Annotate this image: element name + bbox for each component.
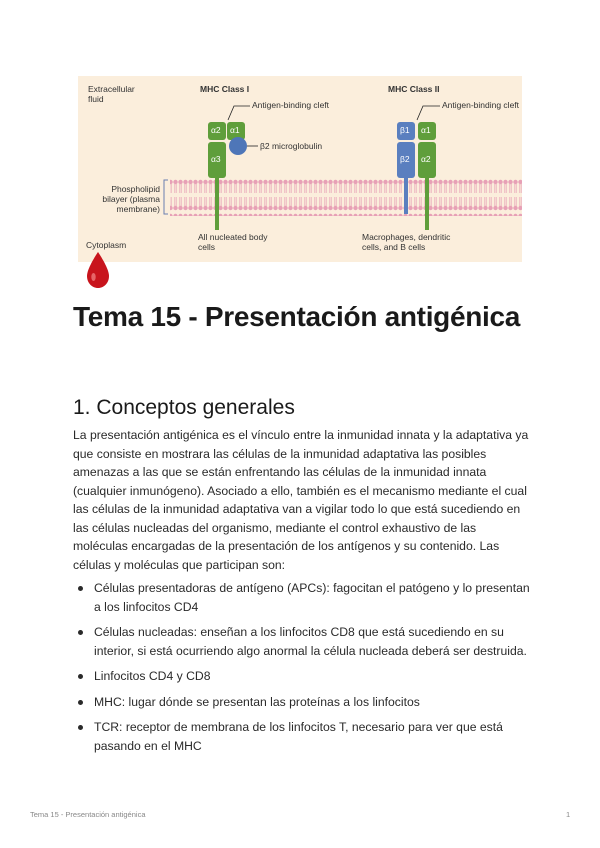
participants-list (73, 579, 533, 762)
mhc1-transmembrane (215, 178, 219, 230)
list-item (73, 693, 533, 712)
bullet-dot (78, 630, 83, 635)
footer-title: Tema 15 - Presentación antigénica (30, 810, 146, 819)
cells2-label: Macrophages, dendritic cells, and B cells (362, 232, 451, 252)
membrane-bilayer (170, 178, 522, 216)
list-item-text: Células nucleadas: enseñan a los linfocitos CD8 que está sucediendo en su interior, si está ocurriendo algo anormal la célula nucleada deberá ser destruida. (94, 625, 527, 658)
mhc1-title: MHC Class I (200, 84, 250, 94)
mhc-diagram (78, 76, 522, 262)
list-item (73, 718, 533, 755)
list-item-text: Linfocitos CD4 y CD8 (94, 669, 211, 683)
mhc1-cleft-label: Antigen-binding cleft (252, 100, 330, 110)
mhc2-b2-label: β2 (400, 154, 410, 164)
b2m-label: β2 microglobulin (260, 141, 323, 151)
mhc2-a2-label: α2 (421, 154, 431, 164)
mhc1-a1-label: α1 (230, 125, 240, 135)
bullet-dot (78, 674, 83, 679)
mhc2-cleft-label: Antigen-binding cleft (442, 100, 520, 110)
b2-microglobulin-shape (229, 137, 247, 155)
cells1-label: All nucleated body cells (198, 232, 268, 252)
mhc1-a3-label: α3 (211, 154, 221, 164)
list-item-text: Células presentadoras de antígeno (APCs): fagocitan el patógeno y lo presentan a los linfocitos CD4 (94, 581, 530, 614)
cytoplasm-label: Cytoplasm (86, 240, 127, 250)
bilayer-label: Phospholipid bilayer (plasma membrane) (102, 184, 160, 214)
page-title: Tema 15 - Presentación antigénica (73, 301, 521, 332)
mhc2-b1-label: β1 (400, 125, 410, 135)
bullet-dot (78, 725, 83, 730)
list-item (73, 667, 533, 686)
list-item-text: TCR: receptor de membrana de los linfocitos T, necesario para ver que está pasando en el MHC (94, 720, 503, 753)
page-number: 1 (566, 810, 571, 819)
list-item (73, 623, 533, 660)
list-item (73, 579, 533, 616)
mhc2-a1-label: α1 (421, 125, 431, 135)
mhc2-beta-transmembrane (404, 178, 408, 214)
extracellular-label: Extracellular fluid (88, 84, 135, 104)
bullet-dot (78, 586, 83, 591)
list-item-text: MHC: lugar dónde se presentan las proteínas a los linfocitos (94, 694, 420, 709)
bullet-dot (78, 700, 83, 705)
blood-drop-icon (84, 250, 112, 290)
mhc1-a2-label: α2 (211, 125, 221, 135)
intro-paragraph: La presentación antigénica es el vínculo entre la inmunidad innata y la adaptativa ya que consiste en mostrara las células de la inmunidad adaptativa las posibles amenazas a las que se están enfrentando las células de la inmunidad innata (cualquier inmunógeno). Asociado a ello, también es el mecanismo mediante el cual las células de la inmunidad adaptativa van a vigilar todo lo que está sucediendo en las células nucleadas del organismo, mediante el control exhaustivo de las moléculas encargadas de la presentación de los antígenos y su contenido. Las células y moléculas que participan son: (73, 428, 529, 572)
mhc2-title: MHC Class II (388, 84, 440, 94)
mhc2-alpha-transmembrane (425, 178, 429, 230)
section-heading: 1. Conceptos generales (73, 396, 295, 419)
